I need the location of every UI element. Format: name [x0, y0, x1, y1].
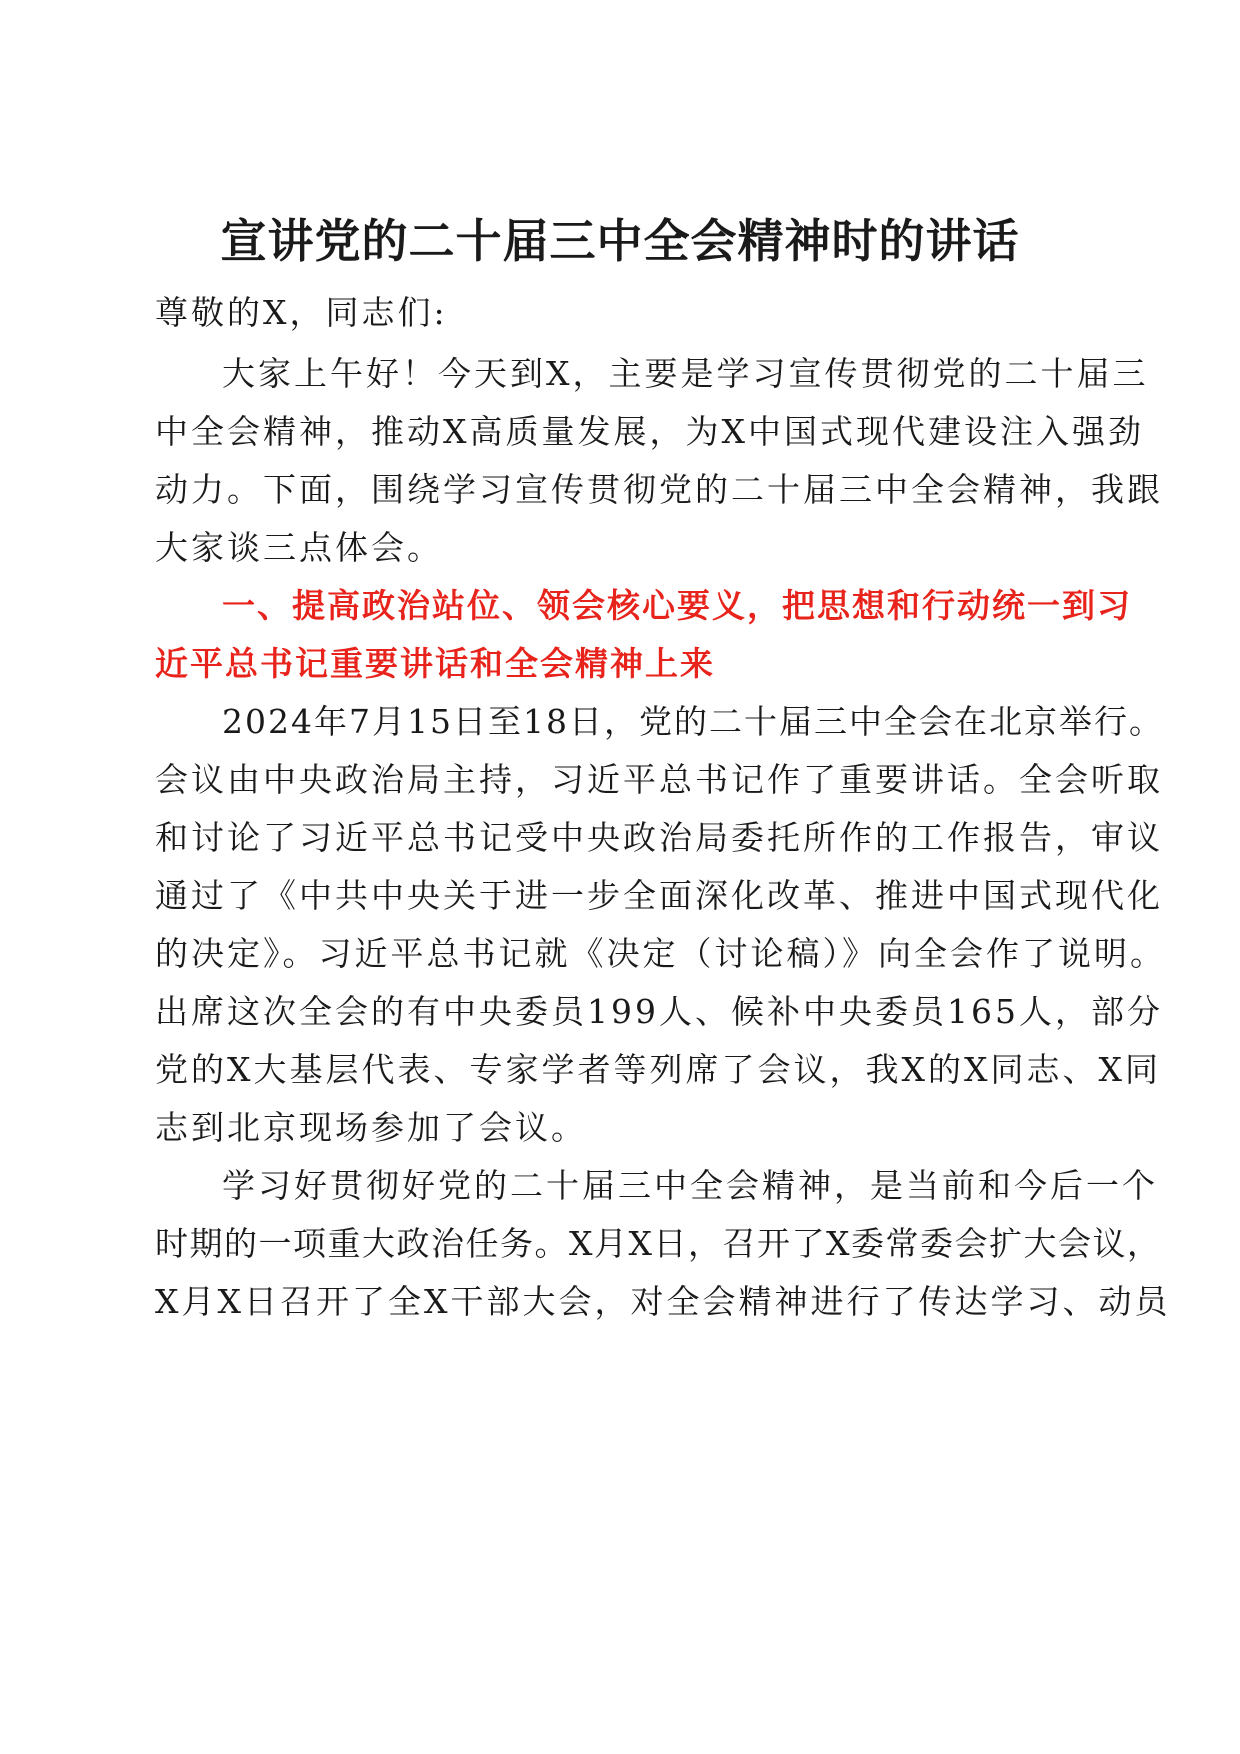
salutation: 尊敬的X，同志们:: [155, 293, 448, 332]
paragraph2-line: 通过了《中共中央关于进一步全面深化改革、推进中国式现代化: [155, 876, 1163, 915]
section-heading-line: 近平总书记重要讲话和全会精神上来: [155, 644, 715, 683]
paragraph2-line: 党的X大基层代表、专家学者等列席了会议，我X的X同志、X同: [155, 1050, 1161, 1089]
document-title: 宣讲党的二十届三中全会精神时的讲话: [220, 214, 1020, 268]
paragraph3-line: 时期的一项重大政治任务。X月X日，召开了X委常委会扩大会议，: [155, 1224, 1162, 1263]
paragraph1-line: 大家谈三点体会。: [155, 528, 443, 567]
paragraph2-line: 出席这次全会的有中央委员199人、候补中央委员165人，部分: [155, 992, 1163, 1031]
paragraph2-line: 会议由中央政治局主持，习近平总书记作了重要讲话。全会听取: [155, 760, 1163, 799]
paragraph1-line: 动力。下面，围绕学习宣传贯彻党的二十届三中全会精神，我跟: [155, 470, 1163, 509]
paragraph2-line: 和讨论了习近平总书记受中央政治局委托所作的工作报告，审议: [155, 818, 1163, 857]
paragraph1-line: 大家上午好！今天到X，主要是学习宣传贯彻党的二十届三: [222, 354, 1149, 393]
paragraph3-line: X月X日召开了全X干部大会，对全会精神进行了传达学习、动员: [155, 1282, 1171, 1321]
section-heading-line: 一、提高政治站位、领会核心要义，把思想和行动统一到习: [222, 586, 1132, 625]
paragraph2-line: 的决定》。习近平总书记就《决定（讨论稿）》向全会作了说明。: [155, 934, 1166, 973]
paragraph3-line: 学习好贯彻好党的二十届三中全会精神，是当前和今后一个: [222, 1166, 1158, 1205]
paragraph1-line: 中全会精神，推动X高质量发展，为X中国式现代建设注入强劲: [155, 412, 1144, 451]
paragraph2-line: 2024年7月15日至18日，党的二十届三中全会在北京举行。: [222, 702, 1164, 741]
paragraph2-line: 志到北京现场参加了会议。: [155, 1108, 587, 1147]
